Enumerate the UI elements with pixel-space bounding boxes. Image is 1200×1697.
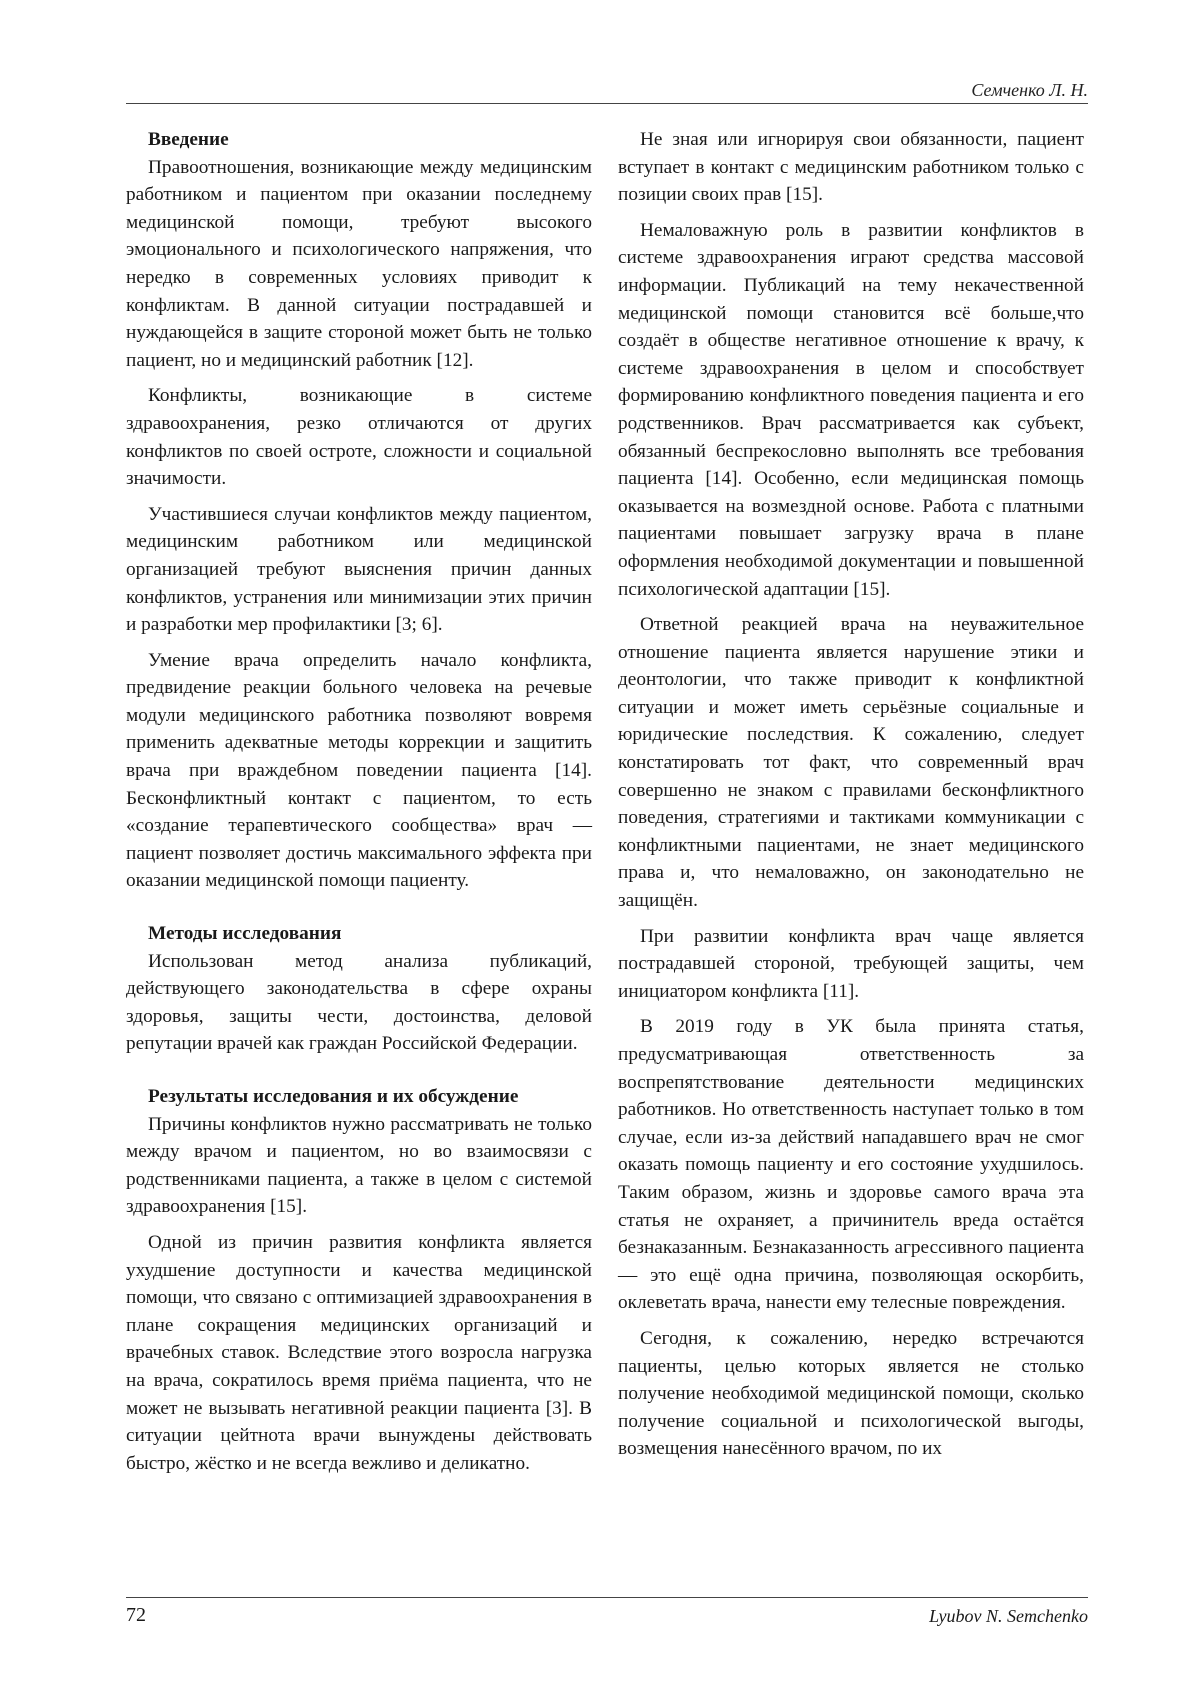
paragraph: Конфликты, возникающие в системе здравоохранения, резко отличаются от других конфликтов по своей остроте, сложности и социальной значимости. <box>126 385 592 490</box>
paragraph: Правоотношения, возникающие между медицинским работником и пациентом при оказании последнему медицинской помощи, требуют высокого эмоционального и психологического напряжения, что нередко в современных условиях приводит к конфликтам. В данной ситуации пострадавшей и нуждающейся в защите стороной может быть не только пациент, но и медицинский работник [12]. <box>126 156 592 371</box>
section-heading-results: Результаты исследования и их обсуждение <box>148 1086 519 1107</box>
paragraph: В 2019 году в УК была принята статья, предусматривающая ответственность за воспрепятствование деятельности медицинских работников. Но ответственность наступает только в том случае, если из-за действий нападавшего врач не смог оказать помощь пациенту и его состояние ухудшилось. Таким образом, жизнь и здоровье самого врача эта статья не охраняет, а причинитель вреда остаётся безнаказанным. Безнаказанность агрессивного пациента — это ещё одна причина, позволяющая оскорбить, оклеветать врача, нанести ему телесные повреждения. <box>618 1016 1084 1314</box>
paragraph: Не зная или игнорируя свои обязанности, пациент вступает в контакт с медицинским работником только с позиции своих прав [15]. <box>618 129 1084 206</box>
paragraph: Участившиеся случаи конфликтов между пациентом, медицинским работником или медицинской организацией требуют выяснения причин данных конфликтов, устранения или минимизации этих причин и разработки мер профилактики [3; 6]. <box>126 503 592 636</box>
header-rule <box>126 103 1088 104</box>
footer-rule <box>126 1597 1088 1598</box>
section-heading-introduction: Введение <box>148 129 229 150</box>
paragraph: Причины конфликтов нужно рассматривать не только между врачом и пациентом, но во взаимосвязи с родственниками пациента, а также в целом с системой здравоохранения [15]. <box>126 1113 592 1218</box>
paragraph: При развитии конфликта врач чаще является пострадавшей стороной, требующей защиты, чем инициатором конфликта [11]. <box>618 925 1084 1002</box>
paragraph: Ответной реакцией врача на неуважительное отношение пациента является нарушение этики и деонтологии, что также приводит к конфликтной ситуации и может иметь серьёзные социальные и юридические последствия. К сожалению, следует констатировать тот факт, что современный врач совершенно не знаком с правилами бесконфликтного поведения, стратегиями и тактиками коммуникации с конфликтными пациентами, не знает медицинского права и, что немаловажно, он законодательно не защищён. <box>618 614 1084 912</box>
paragraph: Немаловажную роль в развитии конфликтов в системе здравоохранения играют средства массовой информации. Публикаций на тему некачественной медицинской помощи становится всё больше,что создаёт в обществе негативное отношение к врачу, к системе здравоохранения в целом и способствует формированию конфликтного поведения пациента и его родственников. Врач рассматривается как субъект, обязанный беспрекословно выполнять все требования пациента [14]. Особенно, если медицинская помощь оказывается на возмездной основе. Работа с платными пациентами повышает загрузку врача в плане оформления необходимой документации и повышенной психологической адаптации [15]. <box>618 219 1084 600</box>
right-column <box>618 126 1084 1471</box>
footer-author-name: Lyubov N. Semchenko <box>929 1606 1088 1626</box>
left-column <box>126 126 592 1485</box>
paragraph: Сегодня, к сожалению, нередко встречаются пациенты, целью которых является не столько получение необходимой медицинской помощи, сколько получение социальной и психологической выгоды, возмещения нанесённого врачом, по их <box>618 1327 1084 1460</box>
section-heading-methods: Методы исследования <box>148 923 342 945</box>
running-head-author: Семченко Л. Н. <box>971 80 1088 100</box>
page-number: 72 <box>126 1604 146 1626</box>
paragraph: Одной из причин развития конфликта является ухудшение доступности и качества медицинской помощи, что связано с оптимизацией здравоохранения в плане сокращения медицинских организаций и врачебных ставок. Вследствие этого возросла нагрузка на врача, сократилось время приёма пациента, что не может не вызывать негативной реакции пациента [3]. В ситуации цейтнота врачи вынуждены действовать быстро, жёстко и не всегда вежливо и деликатно. <box>126 1231 592 1474</box>
paragraph: Умение врача определить начало конфликта, предвидение реакции больного человека на речевые модули медицинского работника позволяют вовремя применить адекватные методы коррекции и защитить врача при враждебном поведении пациента [14]. Бесконфликтный контакт с пациентом, то есть «создание терапевтического сообщества» врач — пациент позволяет достичь максимального эффекта при оказании медицинской помощи пациенту. <box>126 649 592 892</box>
paragraph: Использован метод анализа публикаций, действующего законодательства в сфере охраны здоровья, защиты чести, достоинства, деловой репутации врачей как граждан Российской Федерации. <box>126 950 592 1055</box>
